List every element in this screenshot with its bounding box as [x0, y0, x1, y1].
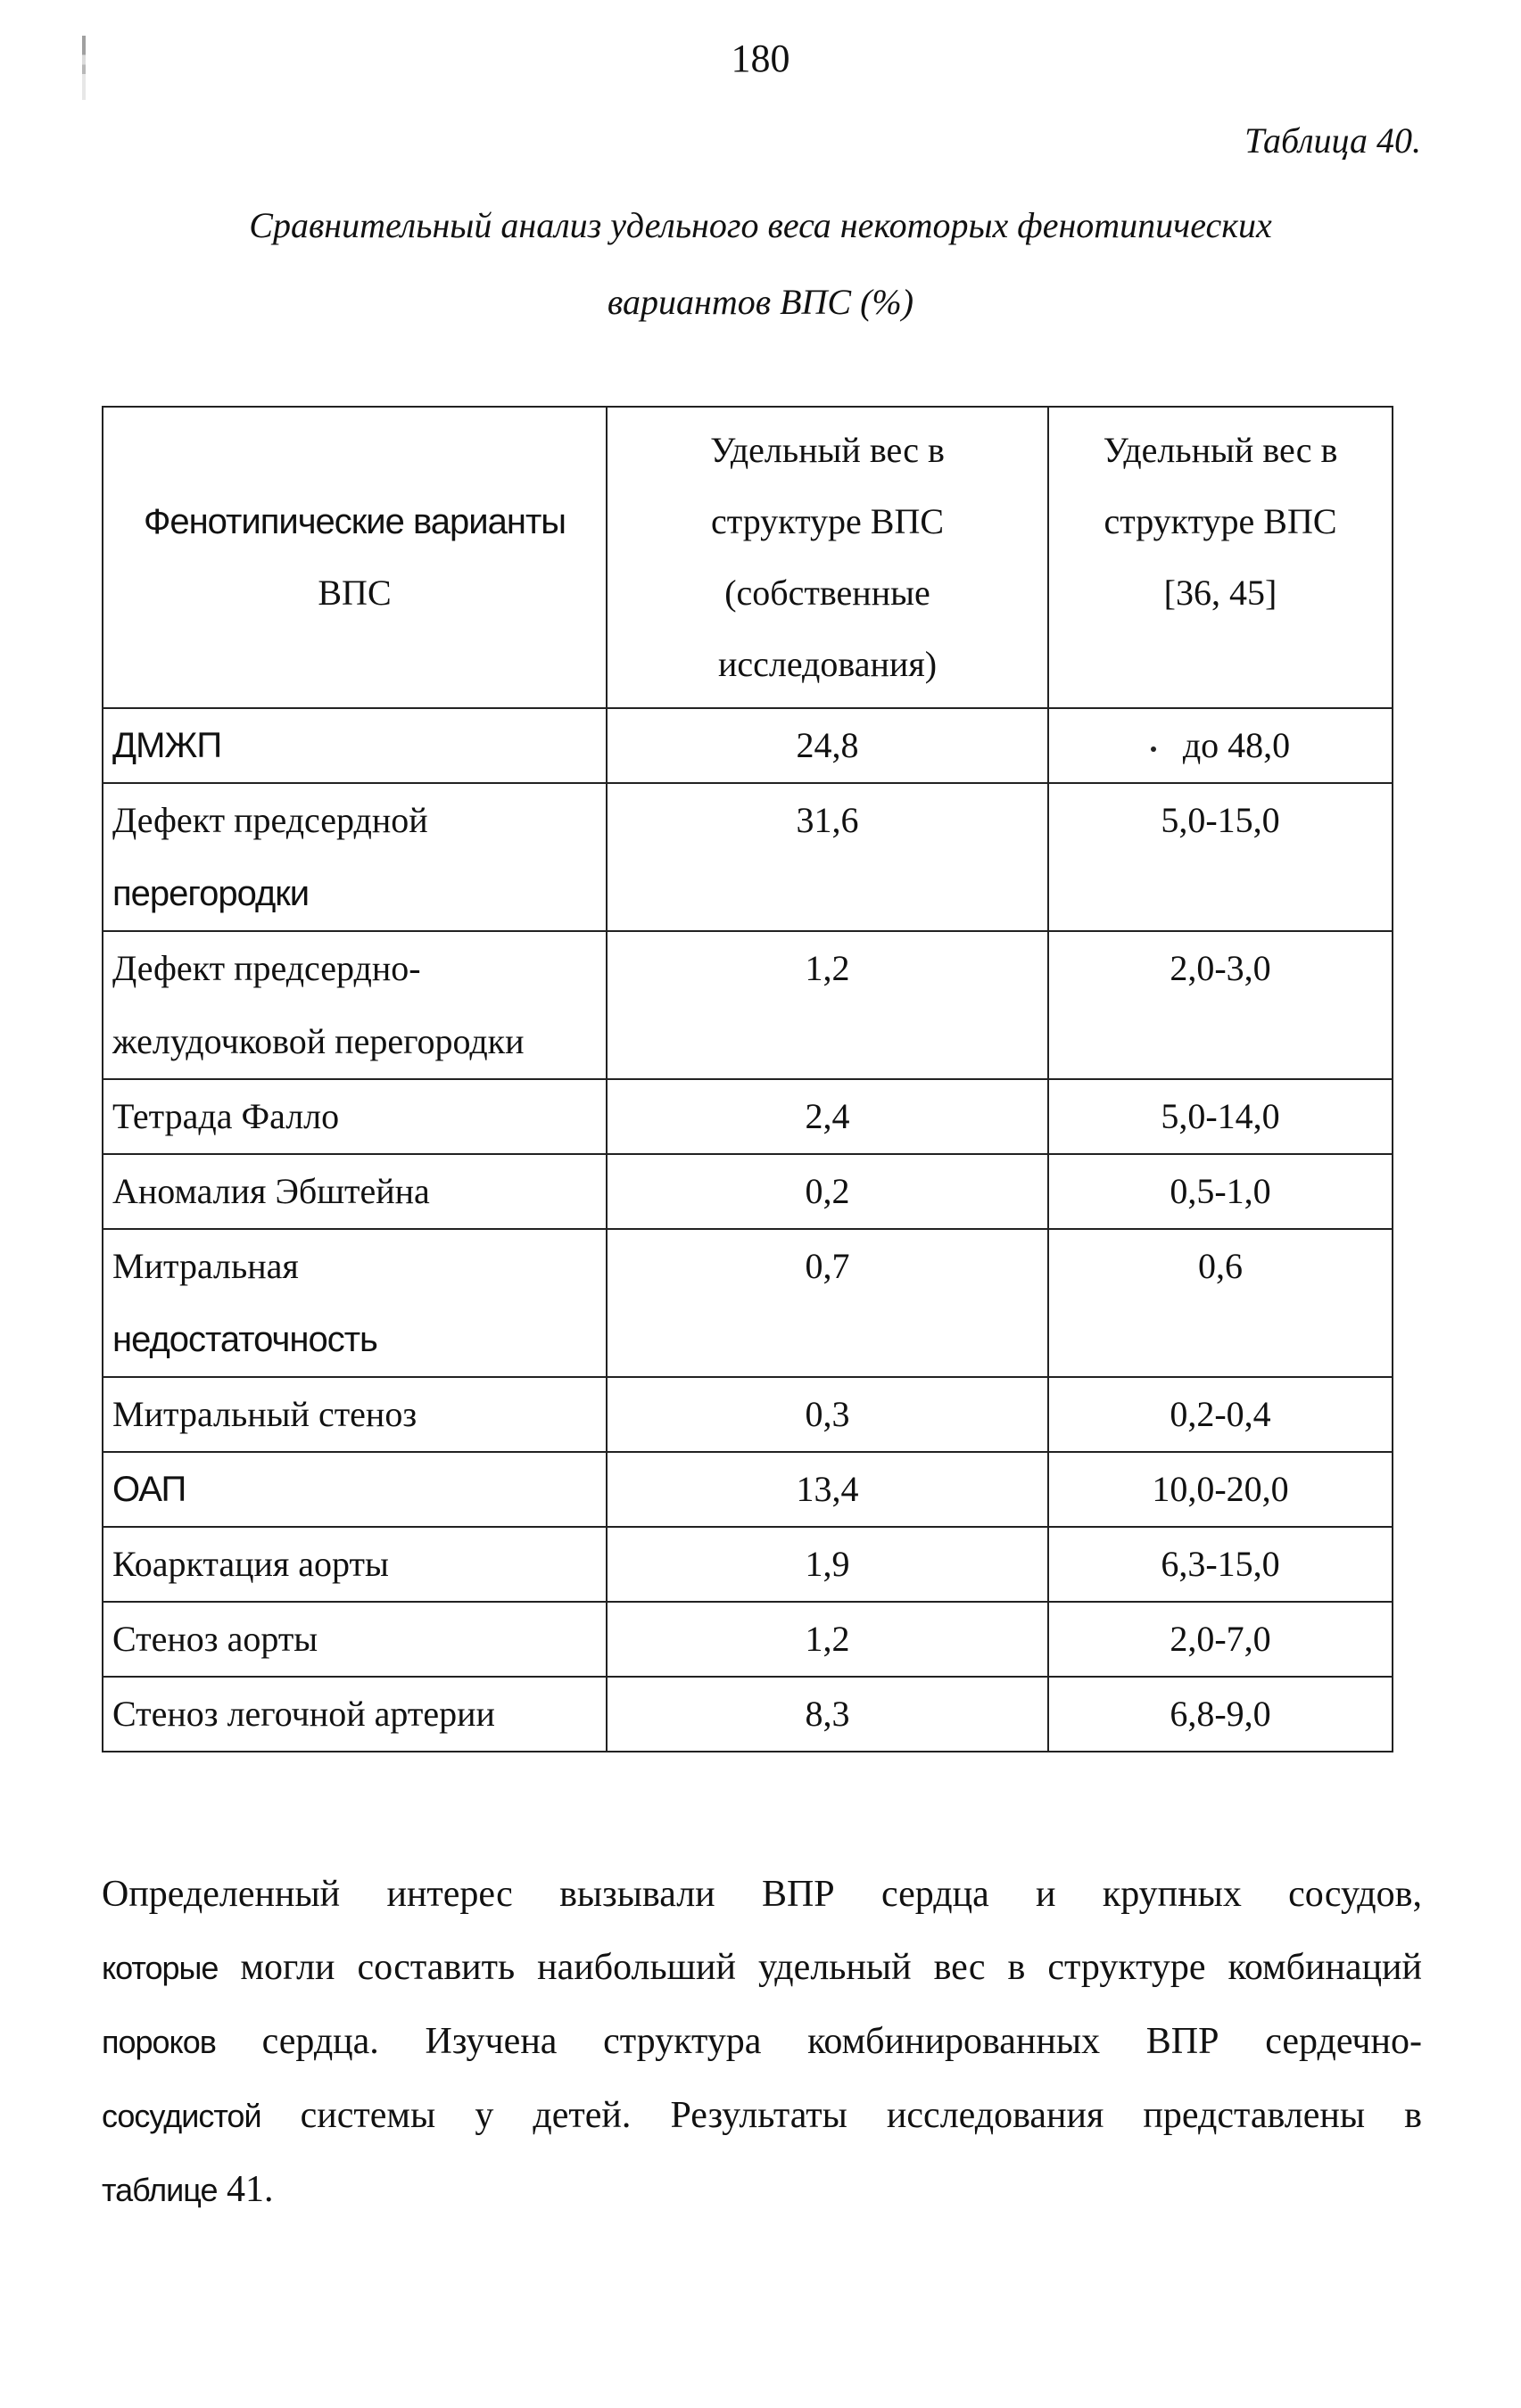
row-name [103, 1677, 607, 1752]
table-row [103, 1452, 1393, 1527]
paragraph-line-2-rest: могли составить наибольший удельный вес в структуре комбинаций [218, 1947, 1422, 1988]
header-literature [1048, 407, 1393, 708]
row-own-value: 31,6 [607, 783, 1048, 931]
header-lit-line3: [36, 45] [1163, 573, 1277, 613]
paragraph-line-4-rest: системы у детей. Результаты исследования представлены в [260, 2095, 1422, 2136]
row-name-line1: Дефект предсердно- [112, 948, 421, 988]
table-caption [116, 187, 1405, 341]
row-own-value: 1,9 [607, 1527, 1048, 1602]
row-name-line1: Аномалия Эбштейна [112, 1171, 430, 1211]
row-name [103, 708, 607, 783]
row-name [103, 1377, 607, 1452]
table-row [103, 783, 1393, 931]
row-own-value: 1,2 [607, 1602, 1048, 1677]
row-name-line1: Дефект предсердной [112, 800, 428, 840]
caption-line-1: Сравнительный анализ удельного веса некоторых фенотипических [249, 205, 1272, 245]
row-name-line1: Тетрада Фалло [112, 1096, 340, 1136]
header-own-line3: (собственные [724, 573, 930, 613]
row-lit-value: 2,0-7,0 [1048, 1602, 1393, 1677]
row-name [103, 1079, 607, 1154]
row-name-line1: ДМЖП [112, 726, 222, 765]
header-lit-line1: Удельный вес в [1103, 430, 1338, 470]
row-own-value: 24,8 [607, 708, 1048, 783]
table-header-row [103, 407, 1393, 708]
table-row [103, 1079, 1393, 1154]
paragraph-line-3-rest: сердца. Изучена структура комбинированных ВПР сердечно- [215, 2021, 1422, 2062]
page-number: 180 [731, 37, 790, 80]
header-phenotype [103, 407, 607, 708]
comparison-table [102, 406, 1393, 1752]
paragraph-line-1-text: Определенный интерес вызывали ВПР сердца и крупных сосудов, [102, 1874, 1422, 1915]
header-lit-line2: структуре ВПС [1104, 501, 1337, 541]
row-name [103, 1527, 607, 1602]
row-name [103, 1229, 607, 1377]
header-own-line2: структуре ВПС [710, 501, 945, 541]
row-name-line2: недостаточность [112, 1320, 377, 1359]
row-own-value: 0,3 [607, 1377, 1048, 1452]
header-own-research [607, 407, 1048, 708]
row-name-line1: Митральная [112, 1246, 299, 1286]
caption-line-2: вариантов ВПС (%) [607, 282, 914, 322]
row-name [103, 1154, 607, 1229]
table-row [103, 1229, 1393, 1377]
table-label: Таблица 40. [1244, 120, 1421, 161]
row-lit-value: 2,0-3,0 [1048, 931, 1393, 1079]
row-lit-value: 0,5-1,0 [1048, 1154, 1393, 1229]
row-name [103, 1602, 607, 1677]
row-lit-value: 6,3-15,0 [1048, 1527, 1393, 1602]
paragraph-line-3 [102, 2005, 1422, 2079]
row-name-line1: Стеноз легочной артерии [112, 1694, 495, 1734]
header-phenotype-line2: ВПС [318, 573, 392, 613]
header-own-line1: Удельный вес в [710, 430, 945, 470]
row-lit-value: 5,0-14,0 [1048, 1079, 1393, 1154]
row-name-line2: перегородки [112, 874, 310, 913]
scan-dot [1151, 746, 1156, 752]
table-row [103, 1154, 1393, 1229]
table-row [103, 931, 1393, 1079]
row-name-line1: Митральный стеноз [112, 1394, 417, 1434]
row-lit-value: 10,0-20,0 [1048, 1452, 1393, 1527]
row-own-value: 2,4 [607, 1079, 1048, 1154]
paragraph-line-5-start: таблице [102, 2172, 218, 2208]
row-own-value: 8,3 [607, 1677, 1048, 1752]
row-name-line1: Стеноз аорты [112, 1619, 318, 1659]
row-lit-value: 0,2-0,4 [1048, 1377, 1393, 1452]
table-row [103, 1377, 1393, 1452]
row-name-line1: ОАП [112, 1470, 186, 1509]
header-phenotype-line1: Фенотипические варианты [143, 502, 566, 541]
row-own-value: 1,2 [607, 931, 1048, 1079]
row-own-value: 13,4 [607, 1452, 1048, 1527]
row-lit-value: 6,8-9,0 [1048, 1677, 1393, 1752]
row-lit-value: 5,0-15,0 [1048, 783, 1393, 931]
paragraph-line-2-start: которые [102, 1950, 219, 1986]
table-row [103, 708, 1393, 783]
row-lit-text: до 48,0 [1182, 725, 1291, 765]
paragraph-line-4 [102, 2079, 1422, 2153]
paragraph-line-3-start: пороков [102, 2024, 216, 2060]
header-own-line4: исследования) [717, 644, 938, 684]
paragraph-line-5 [102, 2153, 1422, 2227]
row-name-line2: желудочковой перегородки [112, 1021, 525, 1061]
table-row [103, 1602, 1393, 1677]
table-row [103, 1527, 1393, 1602]
row-own-value: 0,7 [607, 1229, 1048, 1377]
table-row [103, 1677, 1393, 1752]
row-own-value: 0,2 [607, 1154, 1048, 1229]
row-name [103, 931, 607, 1079]
row-lit-value [1048, 708, 1393, 783]
paragraph-line-2 [102, 1931, 1422, 2005]
row-name [103, 1452, 607, 1527]
paragraph-line-4-start: сосудистой [102, 2098, 261, 2134]
body-paragraph [102, 1858, 1422, 2227]
row-name [103, 783, 607, 931]
row-name-line1: Коарктация аорты [112, 1544, 389, 1584]
paragraph-line-5-rest: 41. [217, 2169, 274, 2210]
paragraph-line-1 [102, 1858, 1422, 1931]
row-lit-value: 0,6 [1048, 1229, 1393, 1377]
